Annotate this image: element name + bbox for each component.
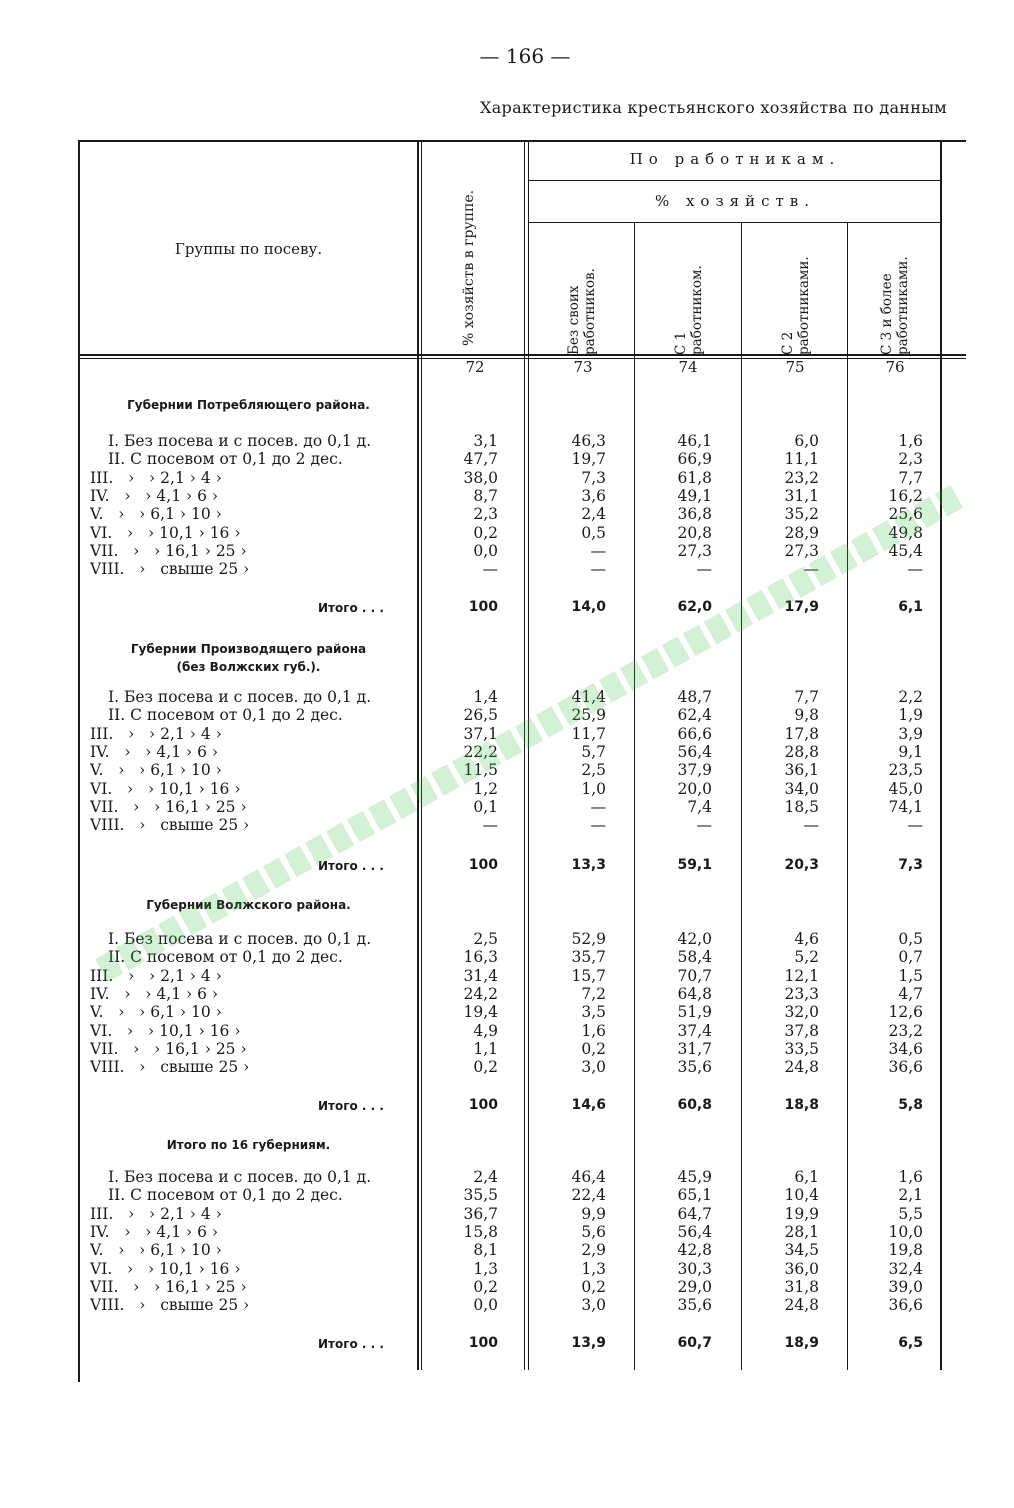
total-row bbox=[0, 1096, 1014, 1114]
table-cell: 15,7 bbox=[571, 966, 606, 985]
section-title: Губернии Потребляющего района. bbox=[127, 398, 370, 412]
table-cell: 61,8 bbox=[677, 468, 712, 487]
table-cell: 0,2 bbox=[581, 1039, 606, 1058]
header-bottom-rule bbox=[78, 354, 966, 356]
table-cell: 7,4 bbox=[687, 797, 712, 816]
table-cell: 2,2 bbox=[898, 688, 923, 706]
table-cell: 74,1 bbox=[888, 797, 923, 816]
total-cell: 18,9 bbox=[784, 1335, 819, 1351]
table-cell: 46,1 bbox=[677, 432, 712, 450]
table-cell: 30,3 bbox=[677, 1259, 712, 1278]
table-cell: 36,7 bbox=[463, 1204, 498, 1223]
workers-header: По работникам. bbox=[629, 150, 841, 168]
table-cell: 37,8 bbox=[784, 1021, 819, 1040]
table-cell: 56,4 bbox=[677, 1222, 712, 1241]
table-cell: 46,4 bbox=[571, 1168, 606, 1186]
table-cell: 31,8 bbox=[784, 1277, 819, 1296]
table-cell: 23,2 bbox=[888, 1021, 923, 1040]
section-title: Губернии Производящего района bbox=[130, 642, 367, 656]
table-cell: 2,3 bbox=[473, 505, 498, 524]
table-cell: — bbox=[590, 816, 606, 835]
column-number-72: 72 bbox=[465, 358, 485, 376]
row-label: II. С посевом от 0,1 до 2 дес. bbox=[108, 1186, 343, 1205]
column-number-74: 74 bbox=[678, 358, 698, 376]
table-cell: 1,6 bbox=[898, 1168, 923, 1186]
row-label: II. С посевом от 0,1 до 2 дес. bbox=[108, 450, 343, 469]
table-cell: 3,0 bbox=[581, 1058, 606, 1077]
row-label: VIII. › свыше 25 › bbox=[90, 1058, 250, 1077]
total-cell: 17,9 bbox=[784, 599, 819, 615]
table-row bbox=[0, 1223, 1014, 1241]
table-cell: 38,0 bbox=[463, 468, 498, 487]
total-cell: 14,6 bbox=[571, 1097, 606, 1113]
table-cell: 23,2 bbox=[784, 468, 819, 487]
table-cell: 0,5 bbox=[581, 523, 606, 542]
total-label: Итого . . . bbox=[318, 1337, 384, 1351]
table-cell: 34,6 bbox=[888, 1039, 923, 1058]
total-cell: 20,3 bbox=[784, 857, 819, 873]
table-cell: 22,4 bbox=[571, 1186, 606, 1205]
table-cell: 48,7 bbox=[677, 688, 712, 706]
table-row bbox=[0, 1186, 1014, 1204]
table-cell: 16,3 bbox=[463, 948, 498, 967]
table-cell: 1,6 bbox=[581, 1021, 606, 1040]
table-row bbox=[0, 1058, 1014, 1076]
row-label: II. С посевом от 0,1 до 2 дес. bbox=[108, 706, 343, 725]
table-cell: 58,4 bbox=[677, 948, 712, 967]
table-cell: 1,3 bbox=[473, 1259, 498, 1278]
table-cell: 0,2 bbox=[581, 1277, 606, 1296]
table-cell: 35,2 bbox=[784, 505, 819, 524]
table-row bbox=[0, 761, 1014, 779]
table-row bbox=[0, 505, 1014, 523]
column-number-75: 75 bbox=[785, 358, 805, 376]
column-number-73: 73 bbox=[573, 358, 593, 376]
table-cell: — bbox=[803, 816, 819, 835]
total-cell: 100 bbox=[468, 599, 498, 615]
section-subtitle: (без Волжских губ.). bbox=[176, 660, 321, 674]
table-cell: 5,5 bbox=[898, 1204, 923, 1223]
group-column-header: Группы по посеву. bbox=[174, 240, 323, 258]
table-cell: 3,6 bbox=[581, 486, 606, 505]
row-label: VII. › › 16,1 › 25 › bbox=[90, 1039, 247, 1058]
table-cell: 27,3 bbox=[677, 541, 712, 560]
table-cell: 0,1 bbox=[473, 797, 498, 816]
table-cell: 70,7 bbox=[677, 966, 712, 985]
table-cell: 20,0 bbox=[677, 779, 712, 798]
table-cell: 1,2 bbox=[473, 779, 498, 798]
table-cell: 2,9 bbox=[581, 1241, 606, 1260]
table-row bbox=[0, 780, 1014, 798]
pct-subrule bbox=[528, 222, 940, 223]
workers-subrule bbox=[528, 180, 940, 181]
table-cell: 33,5 bbox=[784, 1039, 819, 1058]
table-cell: 17,8 bbox=[784, 724, 819, 743]
sub-header-three-workers: С 3 и более работниками. bbox=[879, 256, 911, 355]
table-cell: 34,5 bbox=[784, 1241, 819, 1260]
row-label: V. › › 6,1 › 10 › bbox=[90, 761, 222, 780]
table-cell: 1,4 bbox=[473, 688, 498, 706]
table-cell: 28,9 bbox=[784, 523, 819, 542]
table-cell: 12,1 bbox=[784, 966, 819, 985]
table-cell: 25,6 bbox=[888, 505, 923, 524]
section-title: Губернии Волжского района. bbox=[146, 898, 351, 912]
table-cell: 64,8 bbox=[677, 984, 712, 1003]
total-cell: 13,9 bbox=[571, 1335, 606, 1351]
table-cell: 45,9 bbox=[677, 1168, 712, 1186]
total-cell: 100 bbox=[468, 1097, 498, 1113]
table-cell: 49,1 bbox=[677, 486, 712, 505]
table-cell: 11,7 bbox=[571, 724, 606, 743]
table-cell: 29,0 bbox=[677, 1277, 712, 1296]
total-row bbox=[0, 856, 1014, 874]
table-cell: 28,8 bbox=[784, 742, 819, 761]
table-cell: 28,1 bbox=[784, 1222, 819, 1241]
table-cell: 56,4 bbox=[677, 742, 712, 761]
row-label: V. › › 6,1 › 10 › bbox=[90, 505, 222, 524]
table-cell: 45,4 bbox=[888, 541, 923, 560]
total-row bbox=[0, 1334, 1014, 1352]
header-bottom-rule-2 bbox=[78, 358, 966, 359]
table-cell: 10,0 bbox=[888, 1222, 923, 1241]
table-row bbox=[0, 1260, 1014, 1278]
row-label: VIII. › свыше 25 › bbox=[90, 560, 250, 579]
table-cell: — bbox=[482, 560, 498, 579]
table-row bbox=[0, 1205, 1014, 1223]
row-label: II. С посевом от 0,1 до 2 дес. bbox=[108, 948, 343, 967]
table-cell: 0,7 bbox=[898, 948, 923, 967]
table-cell: 3,1 bbox=[473, 432, 498, 450]
table-cell: 19,9 bbox=[784, 1204, 819, 1223]
table-cell: 49,8 bbox=[888, 523, 923, 542]
table-top-rule bbox=[78, 140, 966, 142]
total-cell: 6,5 bbox=[898, 1335, 923, 1351]
table-row bbox=[0, 1296, 1014, 1314]
table-cell: 2,1 bbox=[898, 1186, 923, 1205]
sub-header-no-workers: Без своих работников. bbox=[566, 268, 598, 355]
table-row bbox=[0, 967, 1014, 985]
table-cell: 65,1 bbox=[677, 1186, 712, 1205]
table-cell: 3,5 bbox=[581, 1003, 606, 1022]
table-cell: 16,2 bbox=[888, 486, 923, 505]
table-cell: 11,1 bbox=[784, 450, 819, 469]
table-cell: 3,9 bbox=[898, 724, 923, 743]
table-cell: 36,8 bbox=[677, 505, 712, 524]
table-cell: 7,7 bbox=[898, 468, 923, 487]
table-cell: 46,3 bbox=[571, 432, 606, 450]
table-row bbox=[0, 1040, 1014, 1058]
total-label: Итого . . . bbox=[318, 601, 384, 615]
table-cell: 24,8 bbox=[784, 1296, 819, 1315]
table-cell: 2,4 bbox=[473, 1168, 498, 1186]
table-row bbox=[0, 688, 1014, 706]
total-cell: 13,3 bbox=[571, 857, 606, 873]
row-label: III. › › 2,1 › 4 › bbox=[90, 468, 222, 487]
row-label: VI. › › 10,1 › 16 › bbox=[90, 1021, 241, 1040]
table-cell: 5,6 bbox=[581, 1222, 606, 1241]
row-label: I. Без посева и с посев. до 0,1 д. bbox=[108, 1168, 372, 1186]
sub-header-two-workers: С 2 работниками. bbox=[780, 256, 812, 355]
table-cell: 7,2 bbox=[581, 984, 606, 1003]
row-label: VI. › › 10,1 › 16 › bbox=[90, 523, 241, 542]
row-label: III. › › 2,1 › 4 › bbox=[90, 724, 222, 743]
table-cell: 41,4 bbox=[571, 688, 606, 706]
row-label: IV. › › 4,1 › 6 › bbox=[90, 1222, 219, 1241]
total-cell: 18,8 bbox=[784, 1097, 819, 1113]
table-cell: 66,6 bbox=[677, 724, 712, 743]
table-cell: 52,9 bbox=[571, 930, 606, 948]
table-cell: 6,1 bbox=[794, 1168, 819, 1186]
table-cell: 1,0 bbox=[581, 779, 606, 798]
table-row bbox=[0, 1022, 1014, 1040]
table-cell: 0,2 bbox=[473, 1277, 498, 1296]
total-cell: 100 bbox=[468, 857, 498, 873]
table-cell: 1,9 bbox=[898, 706, 923, 725]
table-cell: 9,9 bbox=[581, 1204, 606, 1223]
column-number-76: 76 bbox=[885, 358, 905, 376]
table-cell: 19,8 bbox=[888, 1241, 923, 1260]
table-cell: 9,8 bbox=[794, 706, 819, 725]
row-label: VI. › › 10,1 › 16 › bbox=[90, 1259, 241, 1278]
table-cell: 2,5 bbox=[473, 930, 498, 948]
table-row bbox=[0, 469, 1014, 487]
table-cell: 10,4 bbox=[784, 1186, 819, 1205]
table-cell: 4,7 bbox=[898, 984, 923, 1003]
row-label: VIII. › свыше 25 › bbox=[90, 1296, 250, 1315]
row-label: IV. › › 4,1 › 6 › bbox=[90, 984, 219, 1003]
table-cell: 36,1 bbox=[784, 761, 819, 780]
table-cell: 32,4 bbox=[888, 1259, 923, 1278]
row-label: I. Без посева и с посев. до 0,1 д. bbox=[108, 688, 372, 706]
table-cell: 23,5 bbox=[888, 761, 923, 780]
table-cell: 4,9 bbox=[473, 1021, 498, 1040]
table-cell: 36,6 bbox=[888, 1296, 923, 1315]
table-cell: 32,0 bbox=[784, 1003, 819, 1022]
table-row bbox=[0, 432, 1014, 450]
table-cell: 7,3 bbox=[581, 468, 606, 487]
total-cell: 100 bbox=[468, 1335, 498, 1351]
table-cell: 19,7 bbox=[571, 450, 606, 469]
table-cell: 42,8 bbox=[677, 1241, 712, 1260]
table-cell: 1,5 bbox=[898, 966, 923, 985]
sub-header-one-worker: С 1 работником. bbox=[673, 265, 705, 355]
table-cell: 1,1 bbox=[473, 1039, 498, 1058]
table-cell: 15,8 bbox=[463, 1222, 498, 1241]
total-cell: 7,3 bbox=[898, 857, 923, 873]
table-cell: 8,7 bbox=[473, 486, 498, 505]
table-cell: 5,2 bbox=[794, 948, 819, 967]
table-cell: 7,7 bbox=[794, 688, 819, 706]
table-cell: 6,0 bbox=[794, 432, 819, 450]
table-cell: 36,0 bbox=[784, 1259, 819, 1278]
total-cell: 62,0 bbox=[677, 599, 712, 615]
table-cell: 37,1 bbox=[463, 724, 498, 743]
table-cell: 0,0 bbox=[473, 541, 498, 560]
total-cell: 59,1 bbox=[677, 857, 712, 873]
row-label: III. › › 2,1 › 4 › bbox=[90, 966, 222, 985]
table-cell: 37,9 bbox=[677, 761, 712, 780]
table-cell: 35,6 bbox=[677, 1296, 712, 1315]
table-row bbox=[0, 1168, 1014, 1186]
table-cell: 22,2 bbox=[463, 742, 498, 761]
table-cell: 24,2 bbox=[463, 984, 498, 1003]
table-cell: 64,7 bbox=[677, 1204, 712, 1223]
table-cell: 2,4 bbox=[581, 505, 606, 524]
table-cell: 31,1 bbox=[784, 486, 819, 505]
total-label: Итого . . . bbox=[318, 1099, 384, 1113]
table-cell: 0,2 bbox=[473, 523, 498, 542]
table-cell: 36,6 bbox=[888, 1058, 923, 1077]
table-row bbox=[0, 1241, 1014, 1259]
total-cell: 6,1 bbox=[898, 599, 923, 615]
table-cell: 26,5 bbox=[463, 706, 498, 725]
table-cell: 35,7 bbox=[571, 948, 606, 967]
table-cell: 8,1 bbox=[473, 1241, 498, 1260]
table-cell: 35,5 bbox=[463, 1186, 498, 1205]
table-row bbox=[0, 706, 1014, 724]
table-cell: — bbox=[482, 816, 498, 835]
table-cell: 18,5 bbox=[784, 797, 819, 816]
row-label: V. › › 6,1 › 10 › bbox=[90, 1003, 222, 1022]
table-cell: — bbox=[590, 541, 606, 560]
table-cell: 2,5 bbox=[581, 761, 606, 780]
table-cell: 24,8 bbox=[784, 1058, 819, 1077]
table-cell: 19,4 bbox=[463, 1003, 498, 1022]
total-cell: 14,0 bbox=[571, 599, 606, 615]
pct-in-group-header: % хозяйств в группе. bbox=[461, 189, 477, 346]
table-row bbox=[0, 798, 1014, 816]
table-cell: 11,5 bbox=[463, 761, 498, 780]
table-cell: 5,7 bbox=[581, 742, 606, 761]
row-label: VII. › › 16,1 › 25 › bbox=[90, 797, 247, 816]
row-label: I. Без посева и с посев. до 0,1 д. bbox=[108, 930, 372, 948]
total-label: Итого . . . bbox=[318, 859, 384, 873]
table-cell: 31,7 bbox=[677, 1039, 712, 1058]
total-cell: 60,8 bbox=[677, 1097, 712, 1113]
table-cell: 3,0 bbox=[581, 1296, 606, 1315]
table-cell: — bbox=[907, 560, 923, 579]
table-cell: 27,3 bbox=[784, 541, 819, 560]
table-cell: 34,0 bbox=[784, 779, 819, 798]
row-label: IV. › › 4,1 › 6 › bbox=[90, 742, 219, 761]
table-cell: — bbox=[696, 560, 712, 579]
table-cell: 62,4 bbox=[677, 706, 712, 725]
table-cell: 1,6 bbox=[898, 432, 923, 450]
table-cell: 45,0 bbox=[888, 779, 923, 798]
table-row bbox=[0, 450, 1014, 468]
total-cell: 60,7 bbox=[677, 1335, 712, 1351]
table-cell: 23,3 bbox=[784, 984, 819, 1003]
table-cell: 20,8 bbox=[677, 523, 712, 542]
table-cell: 2,3 bbox=[898, 450, 923, 469]
table-cell: 1,3 bbox=[581, 1259, 606, 1278]
table-cell: 31,4 bbox=[463, 966, 498, 985]
row-label: V. › › 6,1 › 10 › bbox=[90, 1241, 222, 1260]
table-cell: — bbox=[590, 797, 606, 816]
table-row bbox=[0, 487, 1014, 505]
table-cell: 47,7 bbox=[463, 450, 498, 469]
row-label: VI. › › 10,1 › 16 › bbox=[90, 779, 241, 798]
table-cell: 35,6 bbox=[677, 1058, 712, 1077]
table-cell: 25,9 bbox=[571, 706, 606, 725]
row-label: VIII. › свыше 25 › bbox=[90, 816, 250, 835]
table-cell: 4,6 bbox=[794, 930, 819, 948]
table-cell: 66,9 bbox=[677, 450, 712, 469]
table-cell: 42,0 bbox=[677, 930, 712, 948]
table-cell: 51,9 bbox=[677, 1003, 712, 1022]
table-row bbox=[0, 816, 1014, 834]
row-label: IV. › › 4,1 › 6 › bbox=[90, 486, 219, 505]
table-cell: — bbox=[803, 560, 819, 579]
row-label: III. › › 2,1 › 4 › bbox=[90, 1204, 222, 1223]
table-cell: — bbox=[696, 816, 712, 835]
table-row bbox=[0, 1003, 1014, 1021]
table-cell: 0,2 bbox=[473, 1058, 498, 1077]
section-title: Итого по 16 губерниям. bbox=[166, 1138, 331, 1152]
table-cell: 39,0 bbox=[888, 1277, 923, 1296]
table-cell: 12,6 bbox=[888, 1003, 923, 1022]
table-cell: 0,5 bbox=[898, 930, 923, 948]
table-cell: 37,4 bbox=[677, 1021, 712, 1040]
page-number: — 166 — bbox=[479, 44, 571, 68]
table-cell: 0,0 bbox=[473, 1296, 498, 1315]
table-caption: Характеристика крестьянского хозяйства по данным bbox=[480, 98, 947, 117]
row-label: VII. › › 16,1 › 25 › bbox=[90, 541, 247, 560]
table-cell: — bbox=[590, 560, 606, 579]
table-row bbox=[0, 985, 1014, 1003]
total-row bbox=[0, 598, 1014, 616]
total-cell: 5,8 bbox=[898, 1097, 923, 1113]
table-cell: 9,1 bbox=[898, 742, 923, 761]
row-label: I. Без посева и с посев. до 0,1 д. bbox=[108, 432, 372, 450]
row-label: VII. › › 16,1 › 25 › bbox=[90, 1277, 247, 1296]
pct-households-header: % хозяйств. bbox=[654, 192, 816, 210]
table-cell: — bbox=[907, 816, 923, 835]
table-row bbox=[0, 1278, 1014, 1296]
